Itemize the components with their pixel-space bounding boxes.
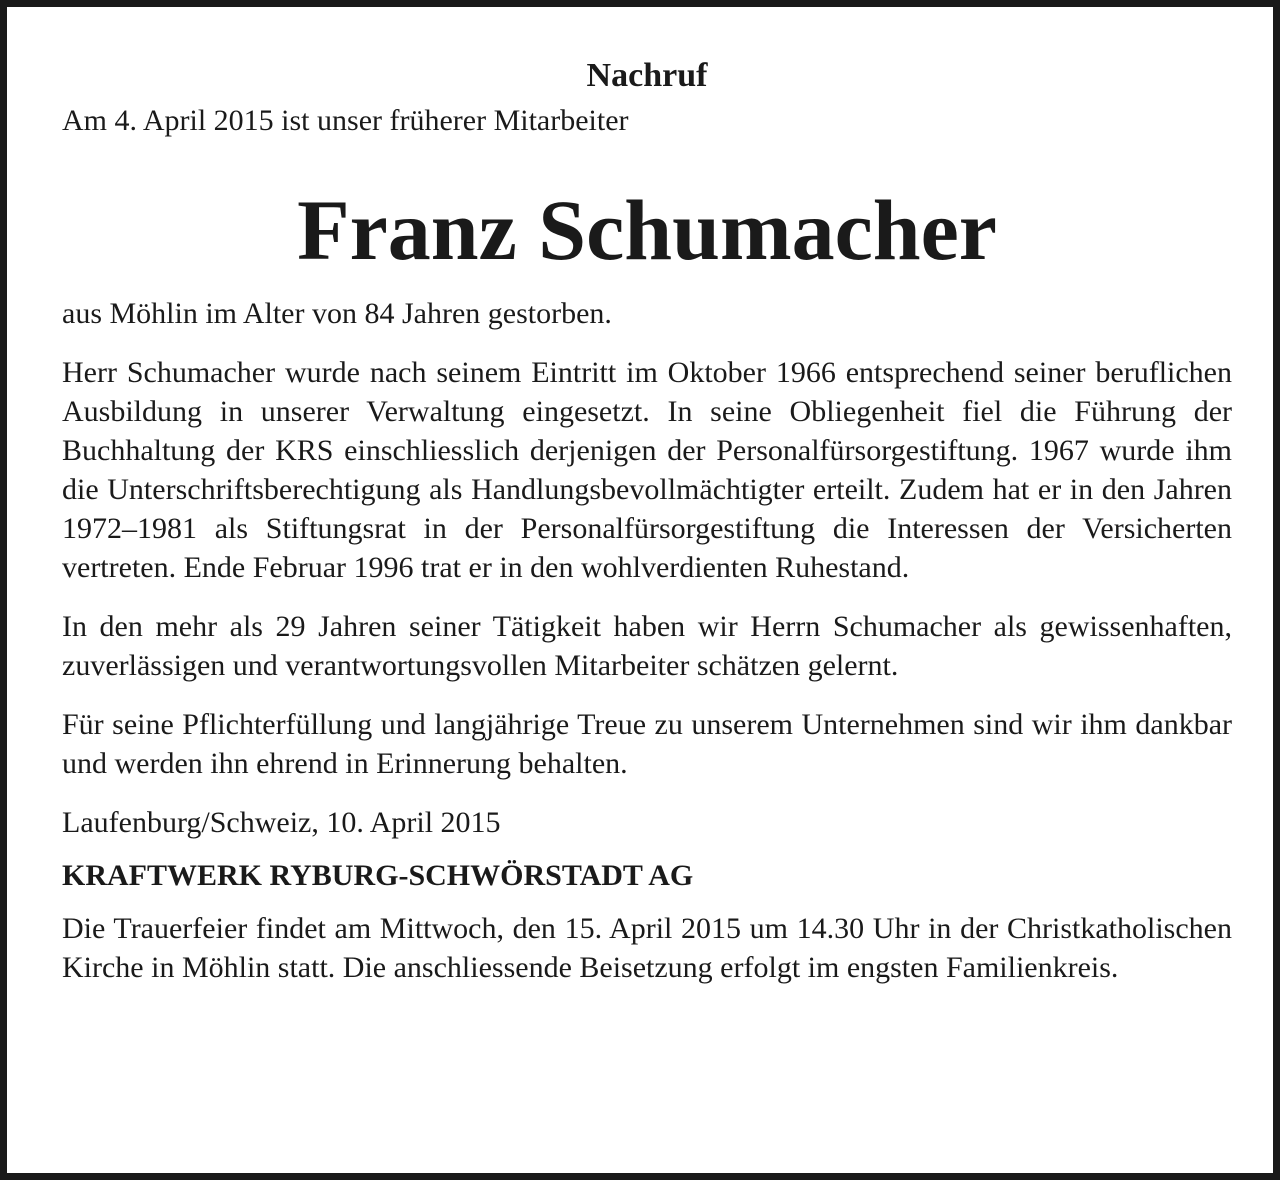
gratitude-paragraph: Für seine Pflichterfüllung und langjährige Treue zu unserem Unternehmen sind wir ihm dankbar und werden ihn ehrend in Erinnerung behalten. [62, 708, 1232, 780]
career-paragraph: Herr Schumacher wurde nach seinem Eintritt im Oktober 1966 entsprechend seiner beruflichen Ausbildung in unserer Verwaltung eingesetzt. In seine Obliegenheit fiel die Führung der Buchhaltung der KRS einschliesslich derjenigen der Personalfürsorgestiftung. 1967 wurde ihm die Unterschriftsberechtigung als Handlungsbevollmächtigter erteilt. Zudem hat er in den Jahren 1972–1981 als Stiftungsrat in der Personalfürsorgestiftung die Interessen der Versicherten vertreten. Ende Februar 1996 trat er in den wohlverdienten Ruhestand. [62, 356, 1232, 584]
place-date: Laufenburg/Schweiz, 10. April 2015 [62, 806, 501, 839]
company-name: KRAFTWERK RYBURG-SCHWÖRSTADT AG [62, 859, 694, 892]
intro-line: Am 4. April 2015 ist unser früherer Mitarbeiter [62, 104, 629, 137]
deceased-name: Franz Schumacher [297, 182, 997, 278]
obituary-title: Nachruf [586, 57, 708, 94]
age-line: aus Möhlin im Alter von 84 Jahren gestorben. [62, 297, 612, 330]
ceremony-paragraph: Die Trauerfeier findet am Mittwoch, den 15. April 2015 um 14.30 Uhr in der Christkatholischen Kirche in Möhlin statt. Die anschliessende Beisetzung erfolgt im engsten Familienkreis. [62, 912, 1232, 984]
obituary-content [62, 53, 1232, 987]
tribute-paragraph: In den mehr als 29 Jahren seiner Tätigkeit haben wir Herrn Schumacher als gewissenhaften, zuverlässigen und verantwortungsvollen Mitarbeiter schätzen gelernt. [62, 610, 1232, 682]
